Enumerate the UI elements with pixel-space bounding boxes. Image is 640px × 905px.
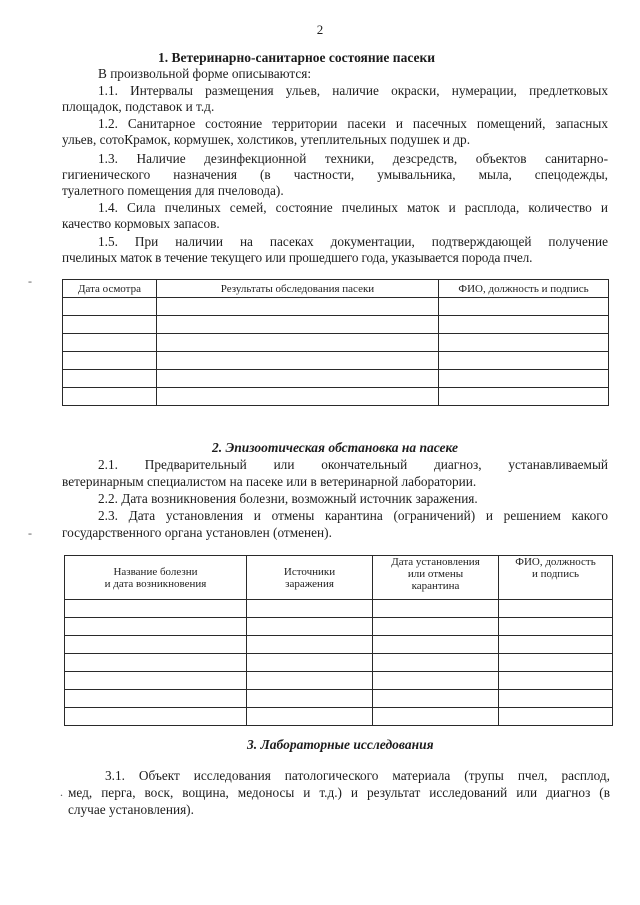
- header-line: и подпись: [532, 568, 579, 580]
- table-row: [63, 352, 609, 370]
- paragraph-line: качество кормовых запасов.: [62, 216, 220, 231]
- table-row: [63, 370, 609, 388]
- table-header-cell: Дата осмотра: [63, 280, 157, 298]
- header-line: и дата возникновения: [104, 577, 207, 590]
- table-header-row: [65, 556, 613, 600]
- paragraph-line: 2.2. Дата возникновения болезни, возможный источник заражения.: [98, 491, 478, 506]
- section-1-title: 1. Ветеринарно-санитарное состояние пасеки: [158, 50, 436, 65]
- table-header-cell: [499, 556, 613, 600]
- paragraph-line: 1.3. Наличие дезинфекционной техники, дезсредств, объектов санитарно-: [98, 151, 608, 166]
- paragraph-line: ветеринарным специалистом на пасеке или в ветеринарной лаборатории.: [62, 474, 477, 489]
- table-row: [65, 600, 613, 618]
- table-row: [63, 298, 609, 316]
- paragraph-line: случае установления).: [68, 802, 194, 817]
- header-line: ФИО, должность: [515, 556, 596, 568]
- paragraph-line: мед, перга, воск, вощина, медоносы и т.д.) и результат исследований или диагноз (в: [68, 785, 610, 800]
- header-line: Название болезни: [113, 565, 198, 578]
- table-row: [65, 690, 613, 708]
- table-header-cell: Результаты обследования пасеки: [157, 280, 439, 298]
- header-line: Источники: [283, 565, 336, 578]
- margin-mark: .: [60, 785, 63, 799]
- table-row: [63, 316, 609, 334]
- paragraph-line: 1.5. При наличии на пасеках документации, подтверждающей получение: [98, 234, 608, 249]
- paragraph-line: 1.1. Интервалы размещения ульев, наличие окраски, нумерации, предлетковых: [98, 83, 608, 98]
- table-header-cell: [247, 556, 373, 600]
- paragraph-line: пчелиных маток в течение текущего или прошедшего года, указывается порода пчел.: [62, 250, 533, 265]
- margin-mark: -: [28, 274, 32, 288]
- paragraph-line: площадок, подставок и т.д.: [62, 99, 215, 114]
- header-line: Дата установления: [391, 556, 480, 568]
- inspection-table: [62, 279, 609, 406]
- table-row: [63, 334, 609, 352]
- paragraph-line: государственного органа установлен (отменен).: [62, 525, 332, 540]
- table-header-cell: [65, 556, 247, 600]
- table-header-row: [63, 280, 609, 298]
- section-1-intro: В произвольной форме описываются:: [98, 66, 312, 81]
- margin-mark: -: [28, 526, 32, 540]
- paragraph-line: 3.1. Объект исследования патологического материала (трупы пчел, расплод,: [105, 768, 610, 783]
- header-line: или отмены: [407, 568, 464, 580]
- table-row: [65, 636, 613, 654]
- table-row: [63, 388, 609, 406]
- table-row: [65, 654, 613, 672]
- paragraph-line: 2.3. Дата установления и отмены карантина (ограничений) и решением какого: [98, 508, 608, 523]
- paragraph-line: 1.2. Санитарное состояние территории пасеки и пасечных помещений, запасных: [98, 116, 608, 131]
- table-row: [65, 708, 613, 726]
- paragraph-line: 2.1. Предварительный или окончательный диагноз, устанавливаемый: [98, 457, 608, 472]
- section-3-title: 3. Лабораторные исследования: [247, 737, 434, 752]
- header-line: заражения: [285, 577, 334, 590]
- header-line: карантина: [411, 580, 460, 592]
- paragraph-line: гигиенического назначения (в частности, умывальника, мыла, спецодежды,: [62, 167, 608, 182]
- table-header-cell: ФИО, должность и подпись: [439, 280, 609, 298]
- section-2-title: 2. Эпизоотическая обстановка на пасеке: [212, 440, 458, 455]
- paragraph-line: туалетного помещения для пчеловода).: [62, 183, 284, 198]
- epizootic-table: [64, 555, 613, 726]
- table-row: [65, 672, 613, 690]
- paragraph-line: 1.4. Сила пчелиных семей, состояние пчелиных маток и расплода, количество и: [98, 200, 608, 215]
- page-number: 2: [316, 22, 324, 37]
- table-row: [65, 618, 613, 636]
- paragraph-line: ульев, сотоКрамок, кормушек, холстиков, утеплительных подушек и др.: [62, 132, 471, 147]
- table-header-cell: [373, 556, 499, 600]
